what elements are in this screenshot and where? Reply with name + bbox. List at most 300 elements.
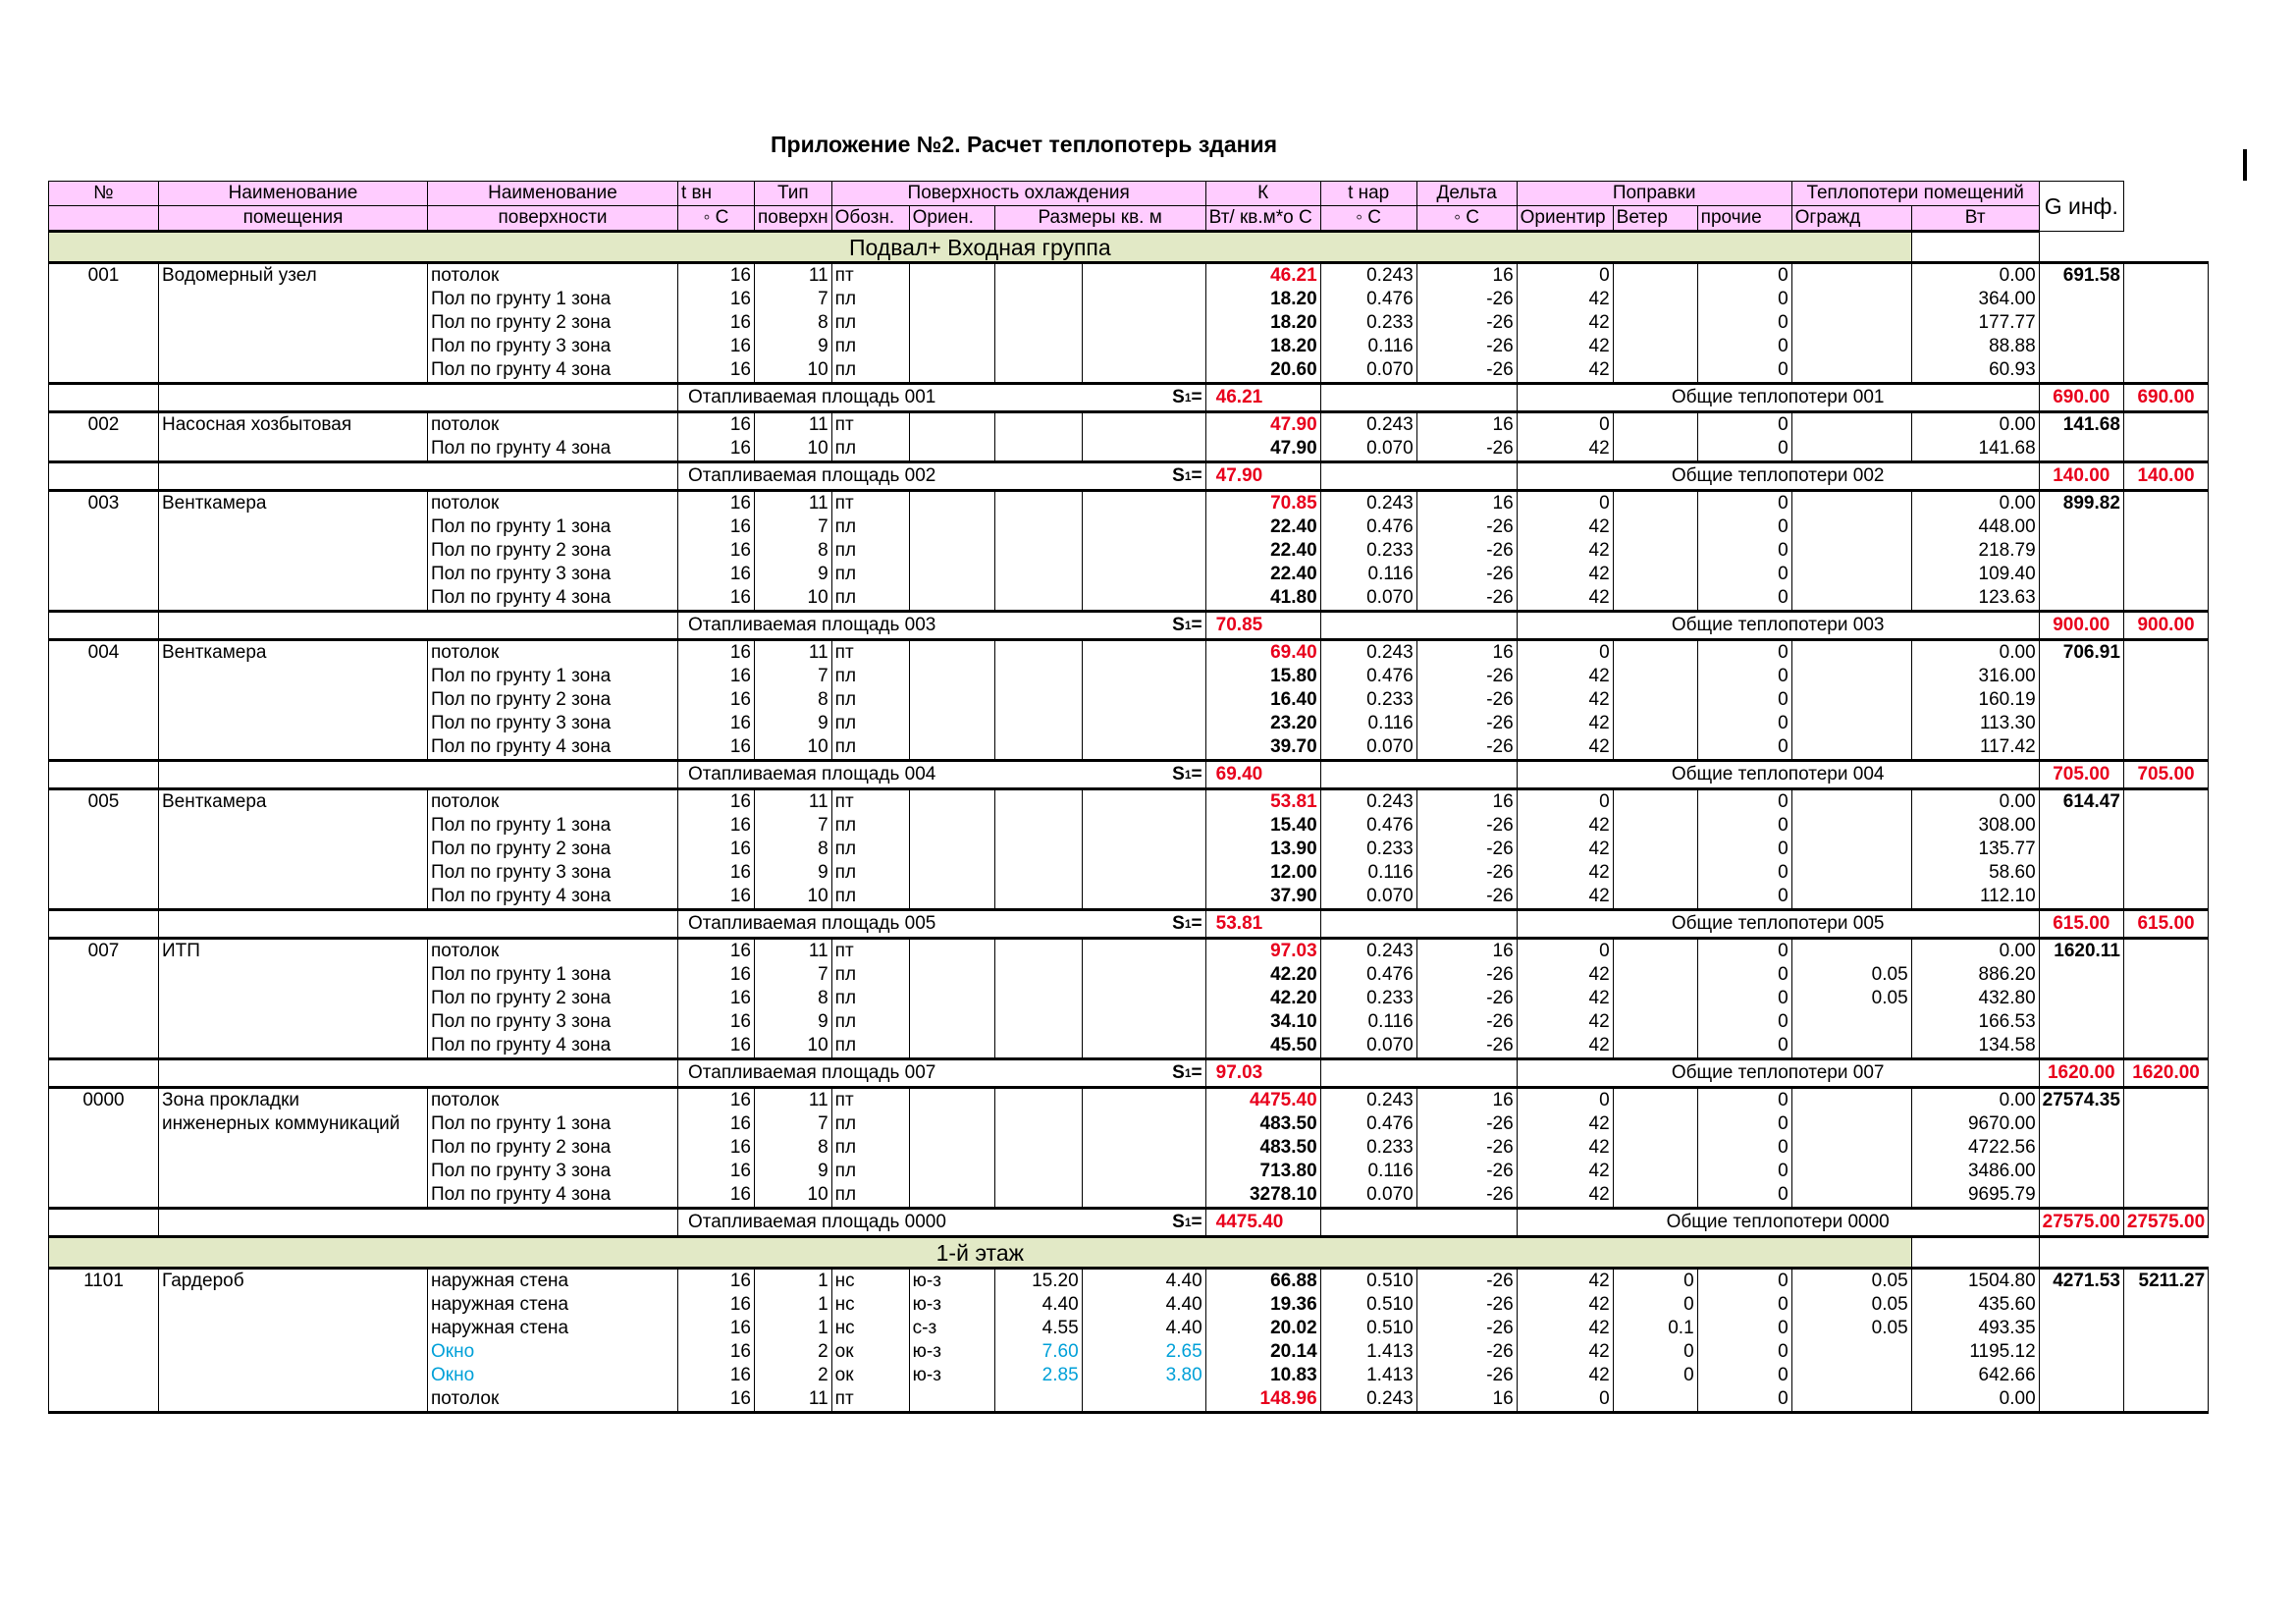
k-coefficient: 0.510 (1320, 1317, 1416, 1340)
t-outside: -26 (1416, 563, 1517, 586)
dimension-1 (994, 515, 1082, 539)
area-symbol-letter: S (1172, 913, 1185, 934)
table-row (49, 1010, 2209, 1034)
delta-t: 42 (1517, 539, 1613, 563)
corr-other (1791, 1112, 1911, 1136)
room-total-loss (2039, 1340, 2123, 1364)
table-row (49, 563, 2209, 586)
corr-orientation (1613, 1010, 1697, 1034)
room-name (159, 1387, 428, 1413)
heated-area-label (678, 612, 1206, 640)
designation: нс (831, 1269, 909, 1294)
room-number (49, 563, 159, 586)
corr-other: 0.05 (1791, 963, 1911, 987)
orientation (909, 1112, 994, 1136)
delta-t: 42 (1517, 1364, 1613, 1387)
t-outside: -26 (1416, 987, 1517, 1010)
area: 13.90 (1205, 838, 1320, 861)
area-symbol (1172, 1061, 1201, 1085)
area: 23.20 (1205, 712, 1320, 735)
dimension-1: 2.85 (994, 1364, 1082, 1387)
surface-name: Пол по грунту 2 зона (428, 688, 678, 712)
corr-wind: 0 (1697, 586, 1791, 612)
corr-wind: 0 (1697, 735, 1791, 761)
designation: пл (831, 885, 909, 910)
dimension-2 (1082, 311, 1205, 335)
surface-type: 10 (755, 1183, 832, 1209)
corr-orientation (1613, 563, 1697, 586)
heated-area-value: 69.40 (1205, 761, 1320, 789)
room-summary-row (49, 761, 2209, 789)
enclosure-loss: 308.00 (1911, 814, 2039, 838)
designation: пл (831, 358, 909, 384)
summary-blank (159, 462, 678, 491)
surface-name: Пол по грунту 1 зона (428, 1112, 678, 1136)
enclosure-loss: 0.00 (1911, 640, 2039, 666)
k-coefficient: 0.476 (1320, 1112, 1416, 1136)
t-inside: 16 (678, 789, 755, 815)
room-total-loss: 1620.11 (2039, 939, 2123, 964)
t-outside: -26 (1416, 885, 1517, 910)
room-name (159, 358, 428, 384)
table-row (49, 1293, 2209, 1317)
corr-other (1791, 861, 1911, 885)
designation: нс (831, 1317, 909, 1340)
room-number: 004 (49, 640, 159, 666)
room-total-loss (2039, 861, 2123, 885)
dimension-2 (1082, 539, 1205, 563)
surface-name: Пол по грунту 4 зона (428, 586, 678, 612)
dimension-2: 4.40 (1082, 1269, 1205, 1294)
area: 18.20 (1205, 311, 1320, 335)
room-name: ИТП (159, 939, 428, 964)
k-coefficient: 0.116 (1320, 1160, 1416, 1183)
area: 45.50 (1205, 1034, 1320, 1059)
surface-name: потолок (428, 640, 678, 666)
col-dimensions-header: Размеры кв. м (994, 206, 1205, 232)
surface-name: Пол по грунту 1 зона (428, 665, 678, 688)
dimension-1 (994, 1088, 1082, 1113)
corr-other (1791, 563, 1911, 586)
corr-orientation (1613, 437, 1697, 462)
k-coefficient: 0.243 (1320, 1387, 1416, 1413)
room-total-loss (2039, 838, 2123, 861)
summary-blank (49, 910, 159, 939)
t-outside: -26 (1416, 1269, 1517, 1294)
room-total-loss (2039, 515, 2123, 539)
corr-wind: 0 (1697, 335, 1791, 358)
designation: пл (831, 688, 909, 712)
total-loss-label: Общие теплопотери 0000 (1517, 1209, 2039, 1237)
corr-other (1791, 1340, 1911, 1364)
surface-type: 9 (755, 335, 832, 358)
dimension-1 (994, 712, 1082, 735)
surface-type: 2 (755, 1364, 832, 1387)
table-row (49, 539, 2209, 563)
area: 42.20 (1205, 963, 1320, 987)
room-number (49, 358, 159, 384)
ginf-value (2123, 412, 2208, 438)
delta-t: 0 (1517, 412, 1613, 438)
enclosure-loss: 0.00 (1911, 1088, 2039, 1113)
designation: пл (831, 814, 909, 838)
k-coefficient: 0.233 (1320, 688, 1416, 712)
corr-orientation (1613, 412, 1697, 438)
t-inside: 16 (678, 1160, 755, 1183)
corr-other (1791, 437, 1911, 462)
room-name: Гардероб (159, 1269, 428, 1294)
corr-orientation (1613, 1034, 1697, 1059)
area: 148.96 (1205, 1387, 1320, 1413)
dimension-2 (1082, 586, 1205, 612)
area: 18.20 (1205, 288, 1320, 311)
corr-other: 0.05 (1791, 1269, 1911, 1294)
orientation (909, 939, 994, 964)
dimension-1 (994, 861, 1082, 885)
room-total-loss (2039, 1317, 2123, 1340)
col-room-subheader: помещения (159, 206, 428, 232)
summary-blank (49, 612, 159, 640)
designation: пт (831, 412, 909, 438)
surface-name: Пол по грунту 2 зона (428, 838, 678, 861)
surface-name: Пол по грунту 4 зона (428, 1034, 678, 1059)
room-total-loss (2039, 1010, 2123, 1034)
t-outside: -26 (1416, 712, 1517, 735)
corr-other (1791, 665, 1911, 688)
summary-blank (49, 761, 159, 789)
col-cooling-surface-header: Поверхность охлаждения (831, 182, 1205, 206)
room-total-loss (2039, 963, 2123, 987)
room-number (49, 665, 159, 688)
room-summary-row (49, 612, 2209, 640)
area: 47.90 (1205, 412, 1320, 438)
surface-type: 11 (755, 412, 832, 438)
t-inside: 16 (678, 963, 755, 987)
summary-blank (49, 1209, 159, 1237)
delta-t: 42 (1517, 885, 1613, 910)
corr-wind: 0 (1697, 412, 1791, 438)
area: 20.60 (1205, 358, 1320, 384)
corr-orientation (1613, 688, 1697, 712)
room-number (49, 838, 159, 861)
corr-other: 0.05 (1791, 987, 1911, 1010)
table-row (49, 491, 2209, 516)
ginf-value (2123, 539, 2208, 563)
room-total-loss (2039, 688, 2123, 712)
dimension-1 (994, 789, 1082, 815)
enclosure-loss: 218.79 (1911, 539, 2039, 563)
k-coefficient: 0.243 (1320, 491, 1416, 516)
table-row (49, 515, 2209, 539)
surface-type: 2 (755, 1340, 832, 1364)
surface-name: Пол по грунту 1 зона (428, 515, 678, 539)
delta-t: 42 (1517, 861, 1613, 885)
room-summary-row (49, 910, 2209, 939)
surface-type: 11 (755, 640, 832, 666)
heated-area-label (678, 1059, 1206, 1088)
room-name (159, 1160, 428, 1183)
t-outside: 16 (1416, 1387, 1517, 1413)
orientation (909, 712, 994, 735)
room-total-loss (2039, 1183, 2123, 1209)
area: 22.40 (1205, 539, 1320, 563)
corr-other (1791, 885, 1911, 910)
corr-other (1791, 586, 1911, 612)
dimension-1: 15.20 (994, 1269, 1082, 1294)
surface-name: потолок (428, 491, 678, 516)
corr-wind: 0 (1697, 1088, 1791, 1113)
col-num-header: № (49, 182, 159, 206)
room-name (159, 1136, 428, 1160)
orientation (909, 412, 994, 438)
enclosure-loss: 0.00 (1911, 412, 2039, 438)
delta-t: 42 (1517, 1269, 1613, 1294)
room-name (159, 586, 428, 612)
room-name (159, 1364, 428, 1387)
table-row (49, 1387, 2209, 1413)
room-total-loss (2039, 1112, 2123, 1136)
dimension-1: 7.60 (994, 1340, 1082, 1364)
enclosure-loss: 60.93 (1911, 358, 2039, 384)
orientation (909, 1034, 994, 1059)
t-outside: -26 (1416, 735, 1517, 761)
room-total-loss (2039, 1364, 2123, 1387)
orientation (909, 437, 994, 462)
room-total-loss (2039, 358, 2123, 384)
room-total-loss (2039, 735, 2123, 761)
t-outside: -26 (1416, 1340, 1517, 1364)
summary-blank (1320, 1209, 1517, 1237)
surface-name: Пол по грунту 3 зона (428, 335, 678, 358)
dimension-1 (994, 491, 1082, 516)
surface-name: наружная стена (428, 1317, 678, 1340)
dimension-2 (1082, 1183, 1205, 1209)
surface-type: 7 (755, 288, 832, 311)
ginf-value (2123, 885, 2208, 910)
room-total-loss (2039, 1034, 2123, 1059)
table-row (49, 963, 2209, 987)
ginf-value (2123, 1340, 2208, 1364)
t-inside: 16 (678, 735, 755, 761)
t-inside: 16 (678, 1088, 755, 1113)
room-name (159, 1010, 428, 1034)
section-header-row (49, 232, 2209, 263)
room-name (159, 963, 428, 987)
orientation (909, 586, 994, 612)
room-name (159, 515, 428, 539)
t-inside: 16 (678, 665, 755, 688)
designation: пт (831, 789, 909, 815)
designation: пт (831, 1088, 909, 1113)
surface-type: 11 (755, 1387, 832, 1413)
designation: пл (831, 311, 909, 335)
corr-other (1791, 491, 1911, 516)
room-total-loss (2039, 987, 2123, 1010)
area-symbol-index: 1 (1184, 768, 1192, 782)
total-loss-value: 27575.00 (2039, 1209, 2123, 1237)
t-inside: 16 (678, 688, 755, 712)
k-coefficient: 0.233 (1320, 987, 1416, 1010)
col-orient-corr-header: Ориентир (1517, 206, 1613, 232)
delta-t: 42 (1517, 987, 1613, 1010)
room-number (49, 861, 159, 885)
orientation (909, 563, 994, 586)
corr-other: 0.05 (1791, 1317, 1911, 1340)
surface-name: наружная стена (428, 1293, 678, 1317)
ginf-value (2123, 288, 2208, 311)
corr-wind: 0 (1697, 789, 1791, 815)
area: 15.40 (1205, 814, 1320, 838)
room-number (49, 437, 159, 462)
enclosure-loss: 316.00 (1911, 665, 2039, 688)
table-row (49, 311, 2209, 335)
surface-type: 11 (755, 491, 832, 516)
room-name: Венткамера (159, 491, 428, 516)
designation: пл (831, 586, 909, 612)
room-number (49, 688, 159, 712)
enclosure-loss: 642.66 (1911, 1364, 2039, 1387)
orientation (909, 263, 994, 289)
dimension-1 (994, 263, 1082, 289)
corr-wind: 0 (1697, 563, 1791, 586)
col-tout-header: t нар (1320, 182, 1416, 206)
designation: нс (831, 1293, 909, 1317)
room-number (49, 1112, 159, 1136)
ginf-value (2123, 939, 2208, 964)
surface-type: 11 (755, 939, 832, 964)
dimension-1 (994, 1387, 1082, 1413)
surface-type: 10 (755, 358, 832, 384)
surface-name: Пол по грунту 2 зона (428, 1136, 678, 1160)
surface-type: 8 (755, 539, 832, 563)
heated-area-value: 70.85 (1205, 612, 1320, 640)
area-symbol-equals: = (1191, 1062, 1202, 1083)
corr-wind: 0 (1697, 1136, 1791, 1160)
area: 66.88 (1205, 1269, 1320, 1294)
surface-name: Пол по грунту 4 зона (428, 735, 678, 761)
surface-name: Окно (428, 1364, 678, 1387)
orientation (909, 987, 994, 1010)
t-outside: 16 (1416, 640, 1517, 666)
room-summary-row (49, 1209, 2209, 1237)
total-loss-label: Общие теплопотери 007 (1517, 1059, 2039, 1088)
section-title: 1-й этаж (49, 1237, 1912, 1269)
corr-wind: 0 (1697, 1387, 1791, 1413)
enclosure-loss: 9695.79 (1911, 1183, 2039, 1209)
t-outside: -26 (1416, 963, 1517, 987)
corr-wind: 0 (1697, 491, 1791, 516)
surface-name: Пол по грунту 2 зона (428, 987, 678, 1010)
designation: пл (831, 288, 909, 311)
dimension-2 (1082, 838, 1205, 861)
corr-orientation (1613, 539, 1697, 563)
corr-other (1791, 1136, 1911, 1160)
dimension-2 (1082, 735, 1205, 761)
room-total-loss: 614.47 (2039, 789, 2123, 815)
room-total-loss: 27574.35 (2039, 1088, 2123, 1113)
orientation: ю-з (909, 1340, 994, 1364)
area: 70.85 (1205, 491, 1320, 516)
heated-area-text: Отапливаемая площадь 007 (688, 1062, 936, 1083)
surface-type: 1 (755, 1293, 832, 1317)
ginf-value (2123, 1183, 2208, 1209)
enclosure-loss: 4722.56 (1911, 1136, 2039, 1160)
area: 4475.40 (1205, 1088, 1320, 1113)
dimension-2 (1082, 1088, 1205, 1113)
area-symbol-index: 1 (1184, 391, 1192, 405)
enclosure-loss: 135.77 (1911, 838, 2039, 861)
heated-area-label (678, 910, 1206, 939)
summary-blank (159, 1209, 678, 1237)
room-number (49, 1160, 159, 1183)
designation: пл (831, 1034, 909, 1059)
corr-wind: 0 (1697, 1034, 1791, 1059)
ginf-value (2123, 1293, 2208, 1317)
room-number (49, 735, 159, 761)
surface-type: 1 (755, 1317, 832, 1340)
area-symbol-letter: S (1172, 615, 1185, 635)
corr-other (1791, 1160, 1911, 1183)
delta-t: 42 (1517, 1340, 1613, 1364)
table-row (49, 1364, 2209, 1387)
enclosure-loss: 886.20 (1911, 963, 2039, 987)
area-symbol (1172, 614, 1201, 637)
surface-name: Пол по грунту 3 зона (428, 712, 678, 735)
dimension-1 (994, 1136, 1082, 1160)
area: 19.36 (1205, 1293, 1320, 1317)
table-edge-bar (2243, 149, 2247, 181)
area: 39.70 (1205, 735, 1320, 761)
delta-t: 42 (1517, 712, 1613, 735)
ginf-value (2123, 311, 2208, 335)
k-coefficient: 0.233 (1320, 838, 1416, 861)
designation: пл (831, 1160, 909, 1183)
designation: пл (831, 1010, 909, 1034)
k-coefficient: 0.116 (1320, 861, 1416, 885)
k-coefficient: 0.476 (1320, 665, 1416, 688)
total-loss-value: 705.00 (2039, 761, 2123, 789)
corr-orientation (1613, 939, 1697, 964)
enclosure-loss: 3486.00 (1911, 1160, 2039, 1183)
table-row (49, 263, 2209, 289)
k-coefficient: 0.070 (1320, 358, 1416, 384)
dimension-1 (994, 1034, 1082, 1059)
summary-blank (1320, 462, 1517, 491)
ginf-value (2123, 688, 2208, 712)
ginf-value (2123, 814, 2208, 838)
corr-orientation (1613, 963, 1697, 987)
area: 22.40 (1205, 563, 1320, 586)
table-row (49, 712, 2209, 735)
k-coefficient: 0.070 (1320, 735, 1416, 761)
corr-orientation (1613, 358, 1697, 384)
surface-name: Пол по грунту 1 зона (428, 814, 678, 838)
surface-type: 10 (755, 735, 832, 761)
room-total-loss (2039, 1160, 2123, 1183)
ginf-value (2123, 563, 2208, 586)
corr-orientation (1613, 311, 1697, 335)
surface-name: Пол по грунту 3 зона (428, 1010, 678, 1034)
dimension-2 (1082, 712, 1205, 735)
delta-t: 42 (1517, 963, 1613, 987)
dimension-1 (994, 939, 1082, 964)
area: 18.20 (1205, 335, 1320, 358)
delta-t: 42 (1517, 1293, 1613, 1317)
t-outside: 16 (1416, 789, 1517, 815)
surface-type: 7 (755, 665, 832, 688)
corr-orientation: 0 (1613, 1293, 1697, 1317)
ginf-value (2123, 963, 2208, 987)
